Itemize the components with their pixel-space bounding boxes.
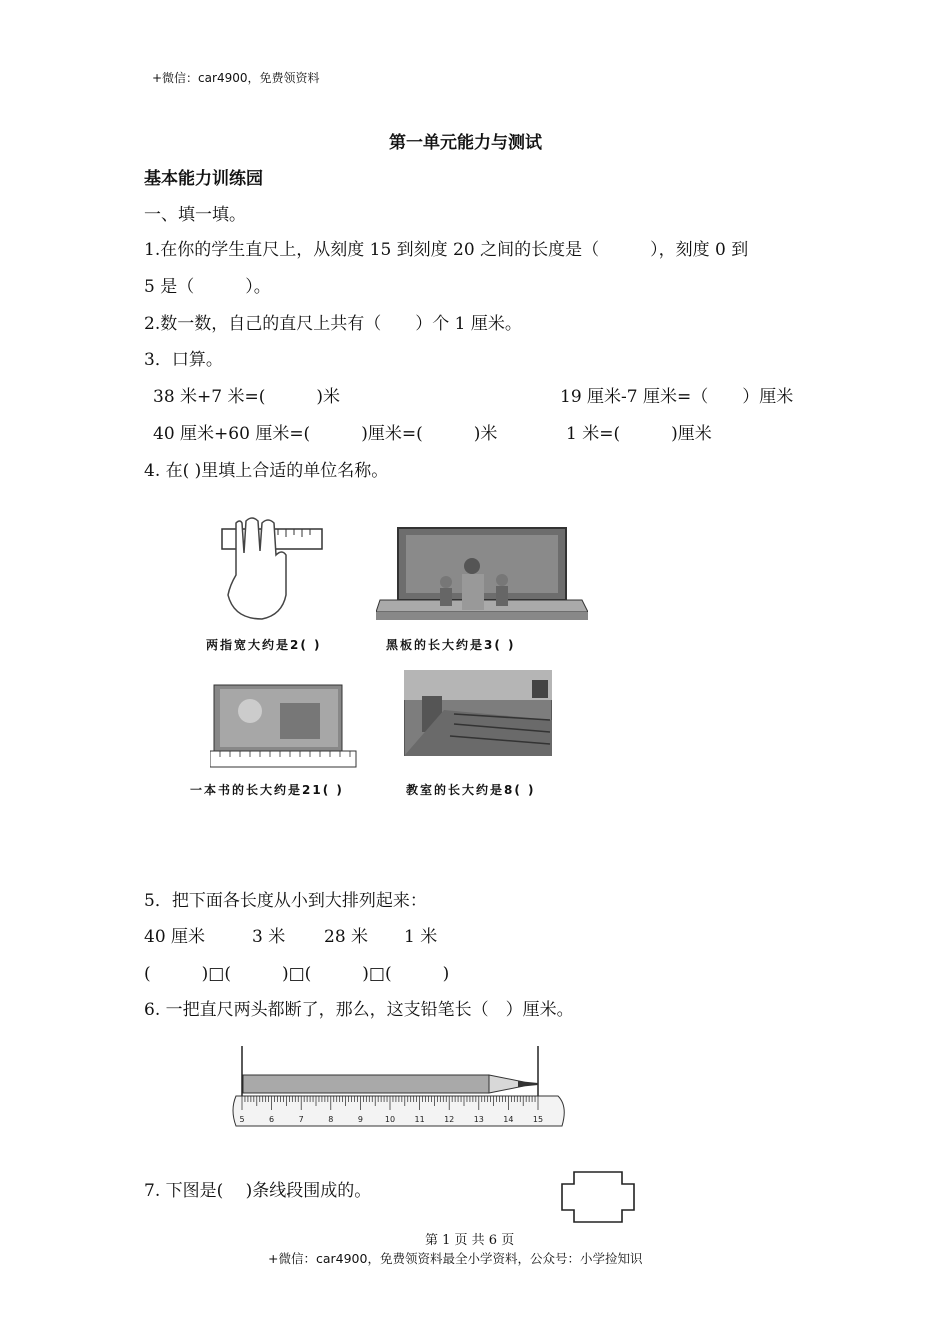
ruler-tick-label: 9 — [357, 1115, 363, 1124]
q3-item-a: 38 米+7 米=( )米 — [153, 387, 341, 407]
ruler-tick-label: 12 — [444, 1115, 455, 1124]
ruler-tick-label: 14 — [503, 1115, 514, 1124]
footer-note: +微信：car4900，免费领资料最全小学资料，公众号：小学捡知识 — [268, 1251, 643, 1266]
ruler-tick-label: 13 — [473, 1115, 484, 1124]
question-3: 3．口算。 — [144, 350, 223, 370]
blackboard-illustration — [376, 526, 588, 628]
length-item-3: 28 米 — [324, 927, 369, 947]
caption-book: 一本书的长大约是21( ) — [190, 783, 344, 797]
segment-shape-figure — [560, 1170, 638, 1226]
ruler-tick-label: 10 — [384, 1115, 396, 1124]
length-item-2: 3 米 — [252, 927, 286, 947]
caption-classroom: 教室的长大约是8( ) — [406, 783, 536, 797]
question-4: 4. 在( )里填上合适的单位名称。 — [144, 461, 389, 481]
header-note: +微信：car4900，免费领资料 — [152, 71, 320, 85]
ruler-tick-label: 7 — [298, 1115, 304, 1124]
ruler-tick-label: 5 — [239, 1115, 245, 1124]
part-one-heading: 一、填一填。 — [144, 205, 246, 225]
q3-item-b: 19 厘米-7 厘米=（ ）厘米 — [560, 387, 794, 407]
question-2: 2.数一数，自己的直尺上共有（ ）个 1 厘米。 — [144, 314, 522, 334]
question-7: 7. 下图是( )条线段围成的。 — [144, 1181, 372, 1201]
length-item-4: 1 米 — [404, 927, 438, 947]
fingers-on-ruler-illustration — [200, 515, 340, 625]
book-on-ruler-illustration — [210, 683, 358, 771]
section-heading: 基本能力训练园 — [144, 169, 263, 189]
caption-blackboard: 黑板的长大约是3( ) — [386, 638, 516, 652]
ruler-tick-label: 8 — [328, 1115, 334, 1124]
ruler-tick-label: 6 — [269, 1115, 275, 1124]
length-item-1: 40 厘米 — [144, 927, 206, 947]
caption-fingers: 两指宽大约是2( ) — [206, 638, 322, 652]
question-6: 6. 一把直尺两头都断了，那么，这支铅笔长（ ）厘米。 — [144, 1000, 574, 1020]
q3-item-d: 1 米=( )厘米 — [566, 424, 712, 444]
footer-page-number: 第 1 页 共 6 页 — [425, 1233, 515, 1248]
question-1-line-2: 5 是（ ）。 — [144, 277, 271, 297]
broken-ruler-pencil-illustration — [228, 1044, 572, 1128]
q3-item-c: 40 厘米+60 厘米=( )厘米=( )米 — [153, 424, 498, 444]
ruler-tick-label: 11 — [414, 1115, 425, 1124]
page-title: 第一单元能力与测试 — [389, 133, 542, 153]
ruler-tick-label: 15 — [532, 1115, 544, 1124]
classroom-photo — [404, 670, 552, 756]
q5-answer-blanks: ( )□( )□( )□( ) — [144, 964, 450, 984]
question-1-line-1: 1.在你的学生直尺上，从刻度 15 到刻度 20 之间的长度是（ ），刻度 0 到 — [144, 240, 749, 260]
question-5: 5．把下面各长度从小到大排列起来： — [144, 891, 427, 911]
